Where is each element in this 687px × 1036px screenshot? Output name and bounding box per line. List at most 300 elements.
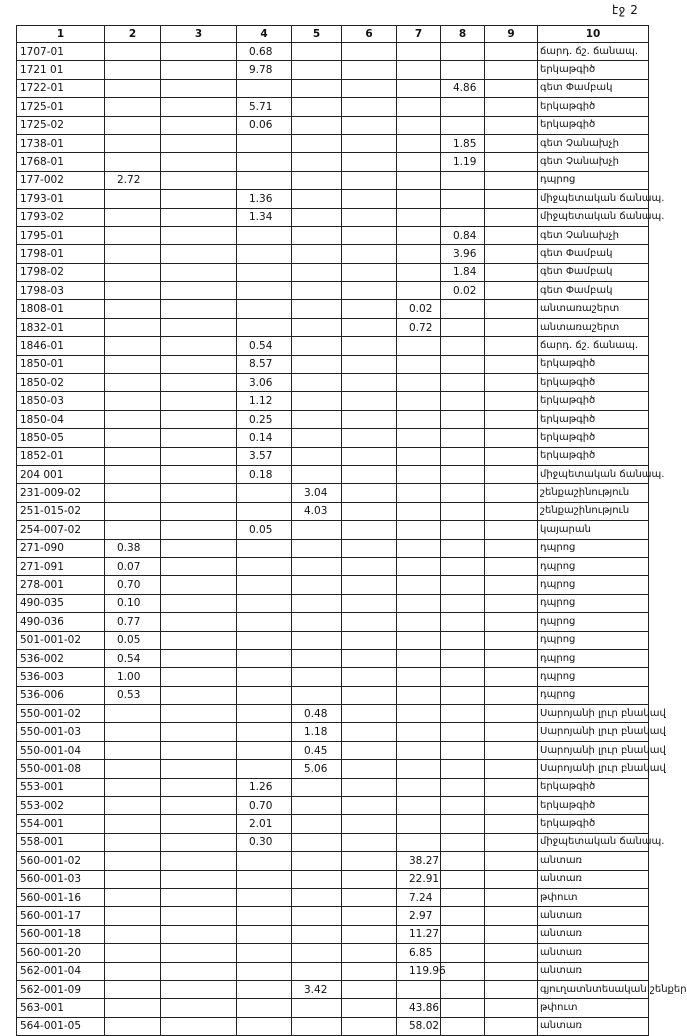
area-value-cell <box>161 594 237 612</box>
area-value-cell <box>161 355 237 373</box>
parcel-code-cell: 536-006 <box>17 686 105 704</box>
land-use-cell: անտառաշերտ <box>538 300 649 318</box>
area-value-cell: 0.70 <box>105 576 161 594</box>
land-use-cell: երկաթգիծ <box>538 778 649 796</box>
area-value-cell <box>485 705 538 723</box>
area-value-cell: 11.27 <box>397 925 441 943</box>
area-value-cell <box>441 980 485 998</box>
area-value-cell <box>485 61 538 79</box>
area-value-cell <box>342 999 397 1017</box>
area-value-cell <box>441 392 485 410</box>
land-use-cell: երկաթգիծ <box>538 815 649 833</box>
area-value-cell <box>397 392 441 410</box>
area-value-cell <box>292 208 342 226</box>
parcel-code-cell: 562-001-09 <box>17 980 105 998</box>
area-value-cell <box>485 613 538 631</box>
area-value-cell <box>485 944 538 962</box>
area-value-cell <box>237 649 292 667</box>
table-row <box>17 318 649 336</box>
land-use-cell: երկաթգիծ <box>538 98 649 116</box>
area-value-cell: 38.27 <box>397 852 441 870</box>
area-value-cell <box>485 521 538 539</box>
area-value-cell <box>441 944 485 962</box>
area-value-cell <box>292 226 342 244</box>
table-row <box>17 190 649 208</box>
area-value-cell <box>397 686 441 704</box>
area-value-cell <box>105 429 161 447</box>
table-row <box>17 521 649 539</box>
area-value-cell <box>237 944 292 962</box>
area-value-cell <box>441 613 485 631</box>
table-row <box>17 539 649 557</box>
parcel-code-cell: 560-001-17 <box>17 907 105 925</box>
area-value-cell <box>397 374 441 392</box>
area-value-cell <box>441 539 485 557</box>
land-use-cell: անտառ <box>538 1017 649 1035</box>
area-value-cell <box>237 226 292 244</box>
area-value-cell <box>161 1017 237 1035</box>
area-value-cell <box>292 944 342 962</box>
parcel-code-cell: 536-002 <box>17 649 105 667</box>
area-value-cell <box>105 134 161 152</box>
column-header-8: 8 <box>441 26 485 43</box>
area-value-cell <box>397 521 441 539</box>
area-value-cell <box>485 631 538 649</box>
area-value-cell <box>485 502 538 520</box>
parcel-code-cell: 1722-01 <box>17 79 105 97</box>
land-use-cell: անտառ <box>538 925 649 943</box>
land-use-cell: կայարան <box>538 521 649 539</box>
area-value-cell <box>342 502 397 520</box>
column-header-3: 3 <box>161 26 237 43</box>
area-value-cell <box>292 392 342 410</box>
area-value-cell <box>342 723 397 741</box>
parcel-code-cell: 1768-01 <box>17 153 105 171</box>
area-value-cell <box>161 797 237 815</box>
land-use-cell: դպրոց <box>538 557 649 575</box>
area-value-cell <box>292 263 342 281</box>
area-value-cell <box>161 116 237 134</box>
area-value-cell <box>292 557 342 575</box>
area-value-cell <box>105 226 161 244</box>
area-value-cell <box>105 962 161 980</box>
area-value-cell <box>161 723 237 741</box>
area-value-cell: 3.06 <box>237 374 292 392</box>
land-use-cell: անտառ <box>538 962 649 980</box>
area-value-cell <box>237 79 292 97</box>
parcel-code-cell: 563-001 <box>17 999 105 1017</box>
area-value-cell <box>485 410 538 428</box>
table-row <box>17 282 649 300</box>
area-value-cell <box>441 171 485 189</box>
area-value-cell <box>105 318 161 336</box>
area-value-cell: 0.25 <box>237 410 292 428</box>
parcel-code-cell: 1852-01 <box>17 447 105 465</box>
area-value-cell <box>342 318 397 336</box>
area-value-cell <box>485 282 538 300</box>
parcel-code-cell: 271-091 <box>17 557 105 575</box>
table-row <box>17 79 649 97</box>
area-value-cell <box>485 318 538 336</box>
area-value-cell <box>485 649 538 667</box>
table-row <box>17 723 649 741</box>
table-row <box>17 502 649 520</box>
land-use-cell: դպրոց <box>538 686 649 704</box>
area-value-cell: 4.03 <box>292 502 342 520</box>
area-value-cell: 1.84 <box>441 263 485 281</box>
area-value-cell: 0.68 <box>237 43 292 61</box>
area-value-cell <box>237 318 292 336</box>
area-value-cell: 3.04 <box>292 484 342 502</box>
area-value-cell <box>161 98 237 116</box>
area-value-cell <box>397 208 441 226</box>
area-value-cell <box>292 576 342 594</box>
parcel-code-cell: 550-001-02 <box>17 705 105 723</box>
area-value-cell <box>161 962 237 980</box>
area-value-cell <box>292 43 342 61</box>
area-value-cell <box>161 134 237 152</box>
area-value-cell <box>485 392 538 410</box>
area-value-cell <box>397 190 441 208</box>
area-value-cell <box>161 447 237 465</box>
area-value-cell <box>485 723 538 741</box>
area-value-cell <box>292 190 342 208</box>
land-use-cell: գետ Փամբակ <box>538 79 649 97</box>
area-value-cell <box>105 447 161 465</box>
area-value-cell <box>441 576 485 594</box>
area-value-cell <box>342 410 397 428</box>
area-value-cell <box>397 226 441 244</box>
area-value-cell <box>292 907 342 925</box>
land-use-cell: անտառ <box>538 944 649 962</box>
area-value-cell <box>441 98 485 116</box>
page-number-label: էջ 2 <box>612 3 639 17</box>
area-value-cell <box>441 925 485 943</box>
land-use-cell: դպրոց <box>538 613 649 631</box>
area-value-cell <box>485 852 538 870</box>
area-value-cell <box>441 465 485 483</box>
area-value-cell <box>485 962 538 980</box>
table-body <box>17 43 687 1036</box>
area-value-cell <box>397 613 441 631</box>
area-value-cell <box>397 557 441 575</box>
table-row <box>17 337 649 355</box>
area-value-cell <box>105 925 161 943</box>
area-value-cell <box>397 576 441 594</box>
area-value-cell <box>292 797 342 815</box>
area-value-cell <box>105 815 161 833</box>
area-value-cell <box>237 153 292 171</box>
area-value-cell <box>237 705 292 723</box>
table-row <box>17 557 649 575</box>
area-value-cell <box>161 686 237 704</box>
land-use-cell: դպրոց <box>538 576 649 594</box>
area-value-cell <box>105 392 161 410</box>
area-value-cell <box>485 226 538 244</box>
area-value-cell <box>161 171 237 189</box>
area-value-cell <box>441 888 485 906</box>
area-value-cell <box>485 925 538 943</box>
area-value-cell <box>342 43 397 61</box>
table-row <box>17 778 649 796</box>
area-value-cell <box>485 263 538 281</box>
land-use-cell: Սարոյանի լրւր բնակավ <box>538 741 649 759</box>
area-value-cell: 0.18 <box>237 465 292 483</box>
table-row <box>17 98 649 116</box>
parcel-code-cell: 560-001-18 <box>17 925 105 943</box>
area-value-cell <box>342 539 397 557</box>
area-value-cell <box>342 484 397 502</box>
area-value-cell <box>397 337 441 355</box>
area-value-cell <box>342 79 397 97</box>
area-value-cell <box>161 870 237 888</box>
area-value-cell: 5.06 <box>292 760 342 778</box>
area-value-cell <box>292 962 342 980</box>
table-row <box>17 153 649 171</box>
parcel-code-cell: 501-001-02 <box>17 631 105 649</box>
area-value-cell <box>161 557 237 575</box>
parcel-code-cell: 560-001-02 <box>17 852 105 870</box>
area-value-cell <box>441 778 485 796</box>
area-value-cell <box>485 576 538 594</box>
area-value-cell <box>237 171 292 189</box>
area-value-cell <box>105 410 161 428</box>
area-value-cell <box>161 778 237 796</box>
parcel-code-cell: 1850-01 <box>17 355 105 373</box>
area-value-cell <box>342 245 397 263</box>
area-value-cell <box>342 208 397 226</box>
table-row <box>17 355 649 373</box>
area-value-cell <box>397 410 441 428</box>
parcel-code-cell: 536-003 <box>17 668 105 686</box>
area-value-cell <box>397 43 441 61</box>
area-value-cell <box>441 557 485 575</box>
area-value-cell <box>292 447 342 465</box>
land-use-cell: երկաթգիծ <box>538 116 649 134</box>
area-value-cell: 5.71 <box>237 98 292 116</box>
area-value-cell <box>397 79 441 97</box>
area-value-cell <box>105 153 161 171</box>
land-use-cell: գետ Չանախչի <box>538 134 649 152</box>
area-value-cell <box>485 465 538 483</box>
table-row <box>17 999 649 1017</box>
parcel-code-cell: 1798-02 <box>17 263 105 281</box>
land-use-cell: շենքաշինություն <box>538 484 649 502</box>
area-value-cell <box>292 337 342 355</box>
area-value-cell <box>441 686 485 704</box>
area-value-cell <box>397 429 441 447</box>
parcel-code-cell: 553-002 <box>17 797 105 815</box>
area-value-cell <box>397 760 441 778</box>
area-value-cell <box>441 190 485 208</box>
table-row <box>17 962 649 980</box>
area-value-cell: 0.45 <box>292 741 342 759</box>
table-row <box>17 171 649 189</box>
area-value-cell <box>441 337 485 355</box>
area-value-cell <box>441 594 485 612</box>
land-use-cell: գետ Փամբակ <box>538 263 649 281</box>
parcel-code-cell: 550-001-03 <box>17 723 105 741</box>
area-value-cell <box>292 668 342 686</box>
area-value-cell <box>292 778 342 796</box>
area-value-cell <box>485 355 538 373</box>
parcel-code-cell: 553-001 <box>17 778 105 796</box>
area-value-cell <box>397 447 441 465</box>
area-value-cell: 7.24 <box>397 888 441 906</box>
area-value-cell <box>342 797 397 815</box>
land-use-cell: երկաթգիծ <box>538 797 649 815</box>
area-value-cell <box>441 1017 485 1035</box>
table-row <box>17 815 649 833</box>
table-row <box>17 888 649 906</box>
area-value-cell <box>105 944 161 962</box>
area-value-cell <box>237 134 292 152</box>
area-value-cell <box>397 465 441 483</box>
area-value-cell <box>397 594 441 612</box>
table-row <box>17 392 649 410</box>
land-use-cell: գյուղատնտեսական շենքեր <box>538 980 649 998</box>
area-value-cell <box>105 208 161 226</box>
area-value-cell: 0.30 <box>237 833 292 851</box>
area-value-cell <box>105 484 161 502</box>
table-row <box>17 263 649 281</box>
area-value-cell <box>105 190 161 208</box>
area-value-cell <box>485 245 538 263</box>
area-value-cell <box>485 686 538 704</box>
area-value-cell <box>342 705 397 723</box>
parcel-code-cell: 271-090 <box>17 539 105 557</box>
area-value-cell <box>161 668 237 686</box>
area-value-cell <box>161 245 237 263</box>
area-value-cell <box>237 576 292 594</box>
area-value-cell <box>292 925 342 943</box>
table-row <box>17 631 649 649</box>
area-value-cell <box>237 741 292 759</box>
area-value-cell <box>292 870 342 888</box>
area-value-cell <box>161 944 237 962</box>
land-use-cell: երկաթգիծ <box>538 429 649 447</box>
table-row <box>17 226 649 244</box>
area-value-cell <box>161 208 237 226</box>
land-use-cell: միջպետական ճանապ. <box>538 833 649 851</box>
column-header-4: 4 <box>237 26 292 43</box>
area-value-cell <box>292 631 342 649</box>
area-value-cell: 0.53 <box>105 686 161 704</box>
table-row <box>17 484 649 502</box>
land-use-cell: թփուտ <box>538 999 649 1017</box>
area-value-cell <box>161 300 237 318</box>
area-value-cell <box>485 374 538 392</box>
area-value-cell <box>441 484 485 502</box>
area-value-cell <box>292 116 342 134</box>
area-value-cell <box>397 484 441 502</box>
table-row <box>17 429 649 447</box>
land-use-cell: Սարոյանի լրւր բնակավ <box>538 760 649 778</box>
area-value-cell <box>161 999 237 1017</box>
area-value-cell <box>485 134 538 152</box>
area-value-cell <box>485 171 538 189</box>
land-use-cell: երկաթգիծ <box>538 61 649 79</box>
area-value-cell <box>485 815 538 833</box>
land-use-cell: միջպետական ճանապ. <box>538 465 649 483</box>
area-value-cell <box>342 815 397 833</box>
parcel-code-cell: 1832-01 <box>17 318 105 336</box>
area-value-cell <box>441 999 485 1017</box>
area-value-cell <box>441 649 485 667</box>
area-value-cell <box>237 907 292 925</box>
area-value-cell <box>237 245 292 263</box>
area-value-cell <box>292 465 342 483</box>
area-value-cell <box>397 263 441 281</box>
area-value-cell <box>397 705 441 723</box>
area-value-cell <box>237 686 292 704</box>
area-value-cell <box>292 999 342 1017</box>
table-row <box>17 870 649 888</box>
area-value-cell <box>342 1017 397 1035</box>
area-value-cell: 1.18 <box>292 723 342 741</box>
area-value-cell <box>441 300 485 318</box>
area-value-cell: 1.00 <box>105 668 161 686</box>
area-value-cell <box>397 797 441 815</box>
area-value-cell <box>485 337 538 355</box>
area-value-cell <box>397 815 441 833</box>
area-value-cell <box>237 594 292 612</box>
parcel-code-cell: 204 001 <box>17 465 105 483</box>
area-value-cell <box>342 980 397 998</box>
area-value-cell <box>237 282 292 300</box>
area-value-cell <box>161 907 237 925</box>
column-header-10: 10 <box>538 26 649 43</box>
area-value-cell <box>105 502 161 520</box>
area-value-cell <box>397 502 441 520</box>
area-value-cell <box>105 980 161 998</box>
area-value-cell <box>161 410 237 428</box>
area-value-cell <box>237 631 292 649</box>
land-use-cell: անտառ <box>538 907 649 925</box>
area-value-cell <box>237 962 292 980</box>
area-value-cell <box>237 300 292 318</box>
area-value-cell <box>161 392 237 410</box>
land-use-cell: դպրոց <box>538 668 649 686</box>
area-value-cell <box>485 778 538 796</box>
area-value-cell <box>485 484 538 502</box>
area-value-cell <box>161 374 237 392</box>
area-value-cell <box>485 43 538 61</box>
area-value-cell <box>342 153 397 171</box>
table-row <box>17 447 649 465</box>
area-value-cell <box>105 282 161 300</box>
area-value-cell <box>292 171 342 189</box>
table-row <box>17 465 649 483</box>
land-use-cell: դպրոց <box>538 649 649 667</box>
area-value-cell <box>441 907 485 925</box>
area-value-cell <box>292 61 342 79</box>
area-value-cell <box>105 43 161 61</box>
parcel-code-cell: 1725-02 <box>17 116 105 134</box>
area-value-cell <box>292 613 342 631</box>
area-value-cell <box>397 98 441 116</box>
parcel-code-cell: 1725-01 <box>17 98 105 116</box>
area-value-cell <box>161 282 237 300</box>
table-row <box>17 116 649 134</box>
area-value-cell <box>342 741 397 759</box>
land-use-cell: երկաթգիծ <box>538 392 649 410</box>
area-value-cell <box>485 557 538 575</box>
area-value-cell <box>485 668 538 686</box>
parcel-code-cell: 1721 01 <box>17 61 105 79</box>
land-use-cell: դպրոց <box>538 539 649 557</box>
area-value-cell <box>441 502 485 520</box>
